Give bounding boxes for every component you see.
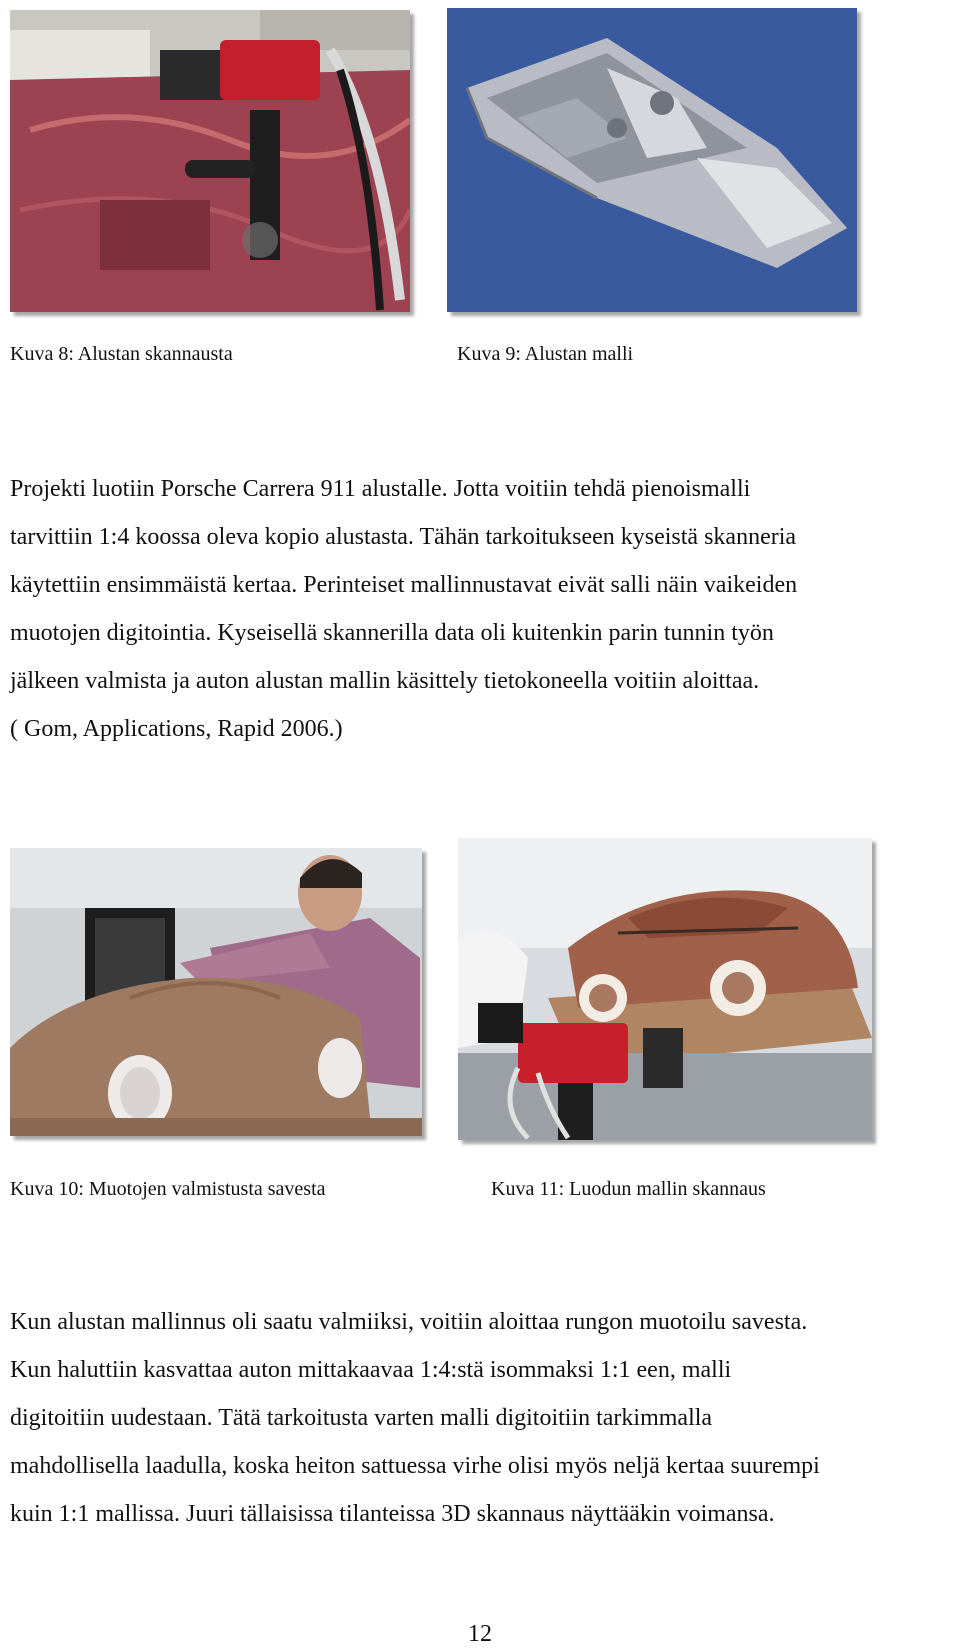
- paragraph-line: käytettiin ensimmäistä kertaa. Perinteiset mallinnustavat eivät salli näin vaikeiden: [10, 572, 798, 598]
- paragraph-line: Projekti luotiin Porsche Carrera 911 alustalle. Jotta voitiin tehdä pienoismalli: [10, 476, 751, 502]
- figure-8-photo: [10, 10, 410, 312]
- paragraph-line: ( Gom, Applications, Rapid 2006.): [10, 716, 343, 742]
- paragraph-line: jälkeen valmista ja auton alustan mallin käsittely tietokoneella voitiin aloittaa.: [10, 668, 760, 694]
- paragraph-line: tarvittiin 1:4 koossa oleva kopio alustasta. Tähän tarkoitukseen kyseistä skanneria: [10, 524, 797, 550]
- figure-10-caption: Kuva 10: Muotojen valmistusta savesta: [10, 1178, 326, 1200]
- model-scanning-image: [458, 838, 872, 1140]
- figure-11-caption: Kuva 11: Luodun mallin skannaus: [491, 1178, 766, 1200]
- paragraph-line: muotojen digitointia. Kyseisellä skannerilla data oli kuitenkin parin tunnin työn: [10, 620, 774, 646]
- figure-10-photo: [10, 848, 422, 1136]
- chassis-model-image: [447, 8, 857, 312]
- scanner-on-chassis-image: [10, 10, 410, 312]
- paragraph-line: digitoitiin uudestaan. Tätä tarkoitusta varten malli digitoitiin tarkimmalla: [10, 1405, 713, 1431]
- paragraph-line: Kun haluttiin kasvattaa auton mittakaavaa 1:4:stä isommaksi 1:1 een, malli: [10, 1357, 732, 1383]
- figure-11-photo: [458, 838, 872, 1140]
- paragraph-line: Kun alustan mallinnus oli saatu valmiiksi, voitiin aloittaa rungon muotoilu savesta.: [10, 1309, 808, 1335]
- figure-9-caption: Kuva 9: Alustan malli: [457, 343, 634, 365]
- page-number: 12: [468, 1621, 492, 1647]
- clay-sculpting-image: [10, 848, 422, 1136]
- body-paragraph-2: [10, 1298, 950, 1538]
- paragraph-line: kuin 1:1 mallissa. Juuri tällaisissa tilanteissa 3D skannaus näyttääkin voimansa.: [10, 1501, 775, 1527]
- paragraph-line: mahdollisella laadulla, koska heiton sattuessa virhe olisi myös neljä kertaa suurempi: [10, 1453, 820, 1479]
- body-paragraph-1: [10, 465, 950, 753]
- figure-8-caption: Kuva 8: Alustan skannausta: [10, 343, 233, 365]
- figure-9-photo: [447, 8, 857, 312]
